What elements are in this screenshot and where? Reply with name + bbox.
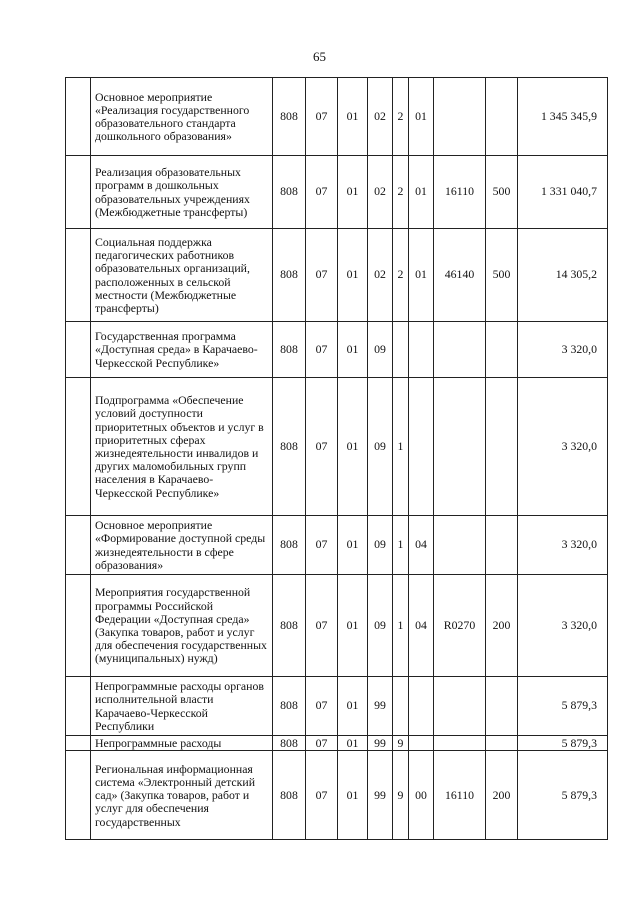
row-number-cell [66,378,91,516]
admin-code-cell: 808 [273,516,306,575]
subsection-code-cell: 01 [338,156,368,229]
item-name-cell: Непрограммные расходы органов исполнительной власти Карачаево-Черкесской Республики [91,677,273,736]
subprogram-code-cell: 2 [393,229,409,322]
expense-type-code-cell [486,378,518,516]
admin-code-cell: 808 [273,736,306,751]
expense-type-code-cell: 200 [486,751,518,840]
subsection-code-cell: 01 [338,575,368,677]
program-code-cell: 99 [368,677,393,736]
amount-cell: 14 305,2 [518,229,608,322]
direction-code-cell: 16110 [434,751,486,840]
amount-cell: 1 331 040,7 [518,156,608,229]
expense-type-code-cell [486,78,518,156]
item-name-cell: Мероприятия государственной программы Российской Федерации «Доступная среда» (Закупка товаров, работ и услуг для обеспечения государственных (муниципальных) нужд) [91,575,273,677]
item-name-cell: Непрограммные расходы [91,736,273,751]
program-code-cell: 09 [368,322,393,378]
amount-cell: 3 320,0 [518,575,608,677]
expense-type-code-cell [486,736,518,751]
amount-cell: 1 345 345,9 [518,78,608,156]
subprogram-code-cell [393,677,409,736]
event-code-cell: 01 [409,156,434,229]
subsection-code-cell: 01 [338,516,368,575]
table-row [66,516,608,575]
amount-cell: 3 320,0 [518,378,608,516]
amount-cell: 3 320,0 [518,322,608,378]
table-row [66,575,608,677]
section-code-cell: 07 [306,156,338,229]
expense-type-code-cell: 500 [486,229,518,322]
expense-type-code-cell: 500 [486,156,518,229]
direction-code-cell [434,677,486,736]
table-row [66,677,608,736]
event-code-cell: 04 [409,575,434,677]
subsection-code-cell: 01 [338,378,368,516]
admin-code-cell: 808 [273,322,306,378]
row-number-cell [66,516,91,575]
table-row [66,751,608,840]
direction-code-cell [434,516,486,575]
amount-cell: 5 879,3 [518,736,608,751]
event-code-cell [409,677,434,736]
direction-code-cell: 16110 [434,156,486,229]
row-number-cell [66,156,91,229]
program-code-cell: 09 [368,516,393,575]
admin-code-cell: 808 [273,751,306,840]
subsection-code-cell: 01 [338,229,368,322]
row-number-cell [66,736,91,751]
item-name-cell: Основное мероприятие «Реализация государственного образовательного стандарта дошкольного образования» [91,78,273,156]
amount-cell: 5 879,3 [518,751,608,840]
expense-type-code-cell: 200 [486,575,518,677]
direction-code-cell [434,736,486,751]
row-number-cell [66,229,91,322]
row-number-cell [66,322,91,378]
direction-code-cell [434,378,486,516]
budget-table [65,77,608,840]
section-code-cell: 07 [306,751,338,840]
section-code-cell: 07 [306,516,338,575]
section-code-cell: 07 [306,78,338,156]
item-name-cell: Реализация образовательных программ в дошкольных образовательных учреждениях (Межбюджетные трансферты) [91,156,273,229]
subprogram-code-cell: 9 [393,751,409,840]
item-name-cell: Государственная программа «Доступная среда» в Карачаево-Черкесской Республике» [91,322,273,378]
item-name-cell: Основное мероприятие «Формирование доступной среды жизнедеятельности в сфере образования» [91,516,273,575]
admin-code-cell: 808 [273,677,306,736]
event-code-cell: 04 [409,516,434,575]
section-code-cell: 07 [306,677,338,736]
subprogram-code-cell: 1 [393,516,409,575]
section-code-cell: 07 [306,378,338,516]
table-row [66,156,608,229]
subprogram-code-cell [393,322,409,378]
section-code-cell: 07 [306,229,338,322]
subprogram-code-cell: 2 [393,156,409,229]
section-code-cell: 07 [306,575,338,677]
subsection-code-cell: 01 [338,736,368,751]
program-code-cell: 99 [368,751,393,840]
event-code-cell: 00 [409,751,434,840]
event-code-cell: 01 [409,78,434,156]
direction-code-cell [434,322,486,378]
item-name-cell: Региональная информационная система «Электронный детский сад» (Закупка товаров, работ и услуг для обеспечения государственных [91,751,273,840]
event-code-cell [409,736,434,751]
program-code-cell: 02 [368,156,393,229]
admin-code-cell: 808 [273,229,306,322]
event-code-cell: 01 [409,229,434,322]
amount-cell: 3 320,0 [518,516,608,575]
subprogram-code-cell: 1 [393,378,409,516]
subsection-code-cell: 01 [338,322,368,378]
table-row [66,322,608,378]
table-row [66,378,608,516]
section-code-cell: 07 [306,322,338,378]
item-name-cell: Подпрограмма «Обеспечение условий доступности приоритетных объектов и услуг в приоритетных сферах жизнедеятельности инвалидов и других маломобильных групп населения в Карачаево-Черкесской Республике» [91,378,273,516]
subprogram-code-cell: 1 [393,575,409,677]
program-code-cell: 02 [368,229,393,322]
expense-type-code-cell [486,677,518,736]
subsection-code-cell: 01 [338,677,368,736]
direction-code-cell: R0270 [434,575,486,677]
event-code-cell [409,378,434,516]
admin-code-cell: 808 [273,156,306,229]
direction-code-cell [434,78,486,156]
program-code-cell: 99 [368,736,393,751]
admin-code-cell: 808 [273,575,306,677]
item-name-cell: Социальная поддержка педагогических работников образовательных организаций, расположенных в сельской местности (Межбюджетные трансферты) [91,229,273,322]
subsection-code-cell: 01 [338,78,368,156]
section-code-cell: 07 [306,736,338,751]
subprogram-code-cell: 9 [393,736,409,751]
expense-type-code-cell [486,322,518,378]
row-number-cell [66,751,91,840]
direction-code-cell: 46140 [434,229,486,322]
row-number-cell [66,575,91,677]
row-number-cell [66,78,91,156]
table-row [66,78,608,156]
program-code-cell: 09 [368,575,393,677]
table-row [66,736,608,751]
program-code-cell: 02 [368,78,393,156]
row-number-cell [66,677,91,736]
event-code-cell [409,322,434,378]
expense-type-code-cell [486,516,518,575]
subprogram-code-cell: 2 [393,78,409,156]
amount-cell: 5 879,3 [518,677,608,736]
subsection-code-cell: 01 [338,751,368,840]
table-row [66,229,608,322]
admin-code-cell: 808 [273,78,306,156]
admin-code-cell: 808 [273,378,306,516]
program-code-cell: 09 [368,378,393,516]
page-number: 65 [313,49,326,64]
